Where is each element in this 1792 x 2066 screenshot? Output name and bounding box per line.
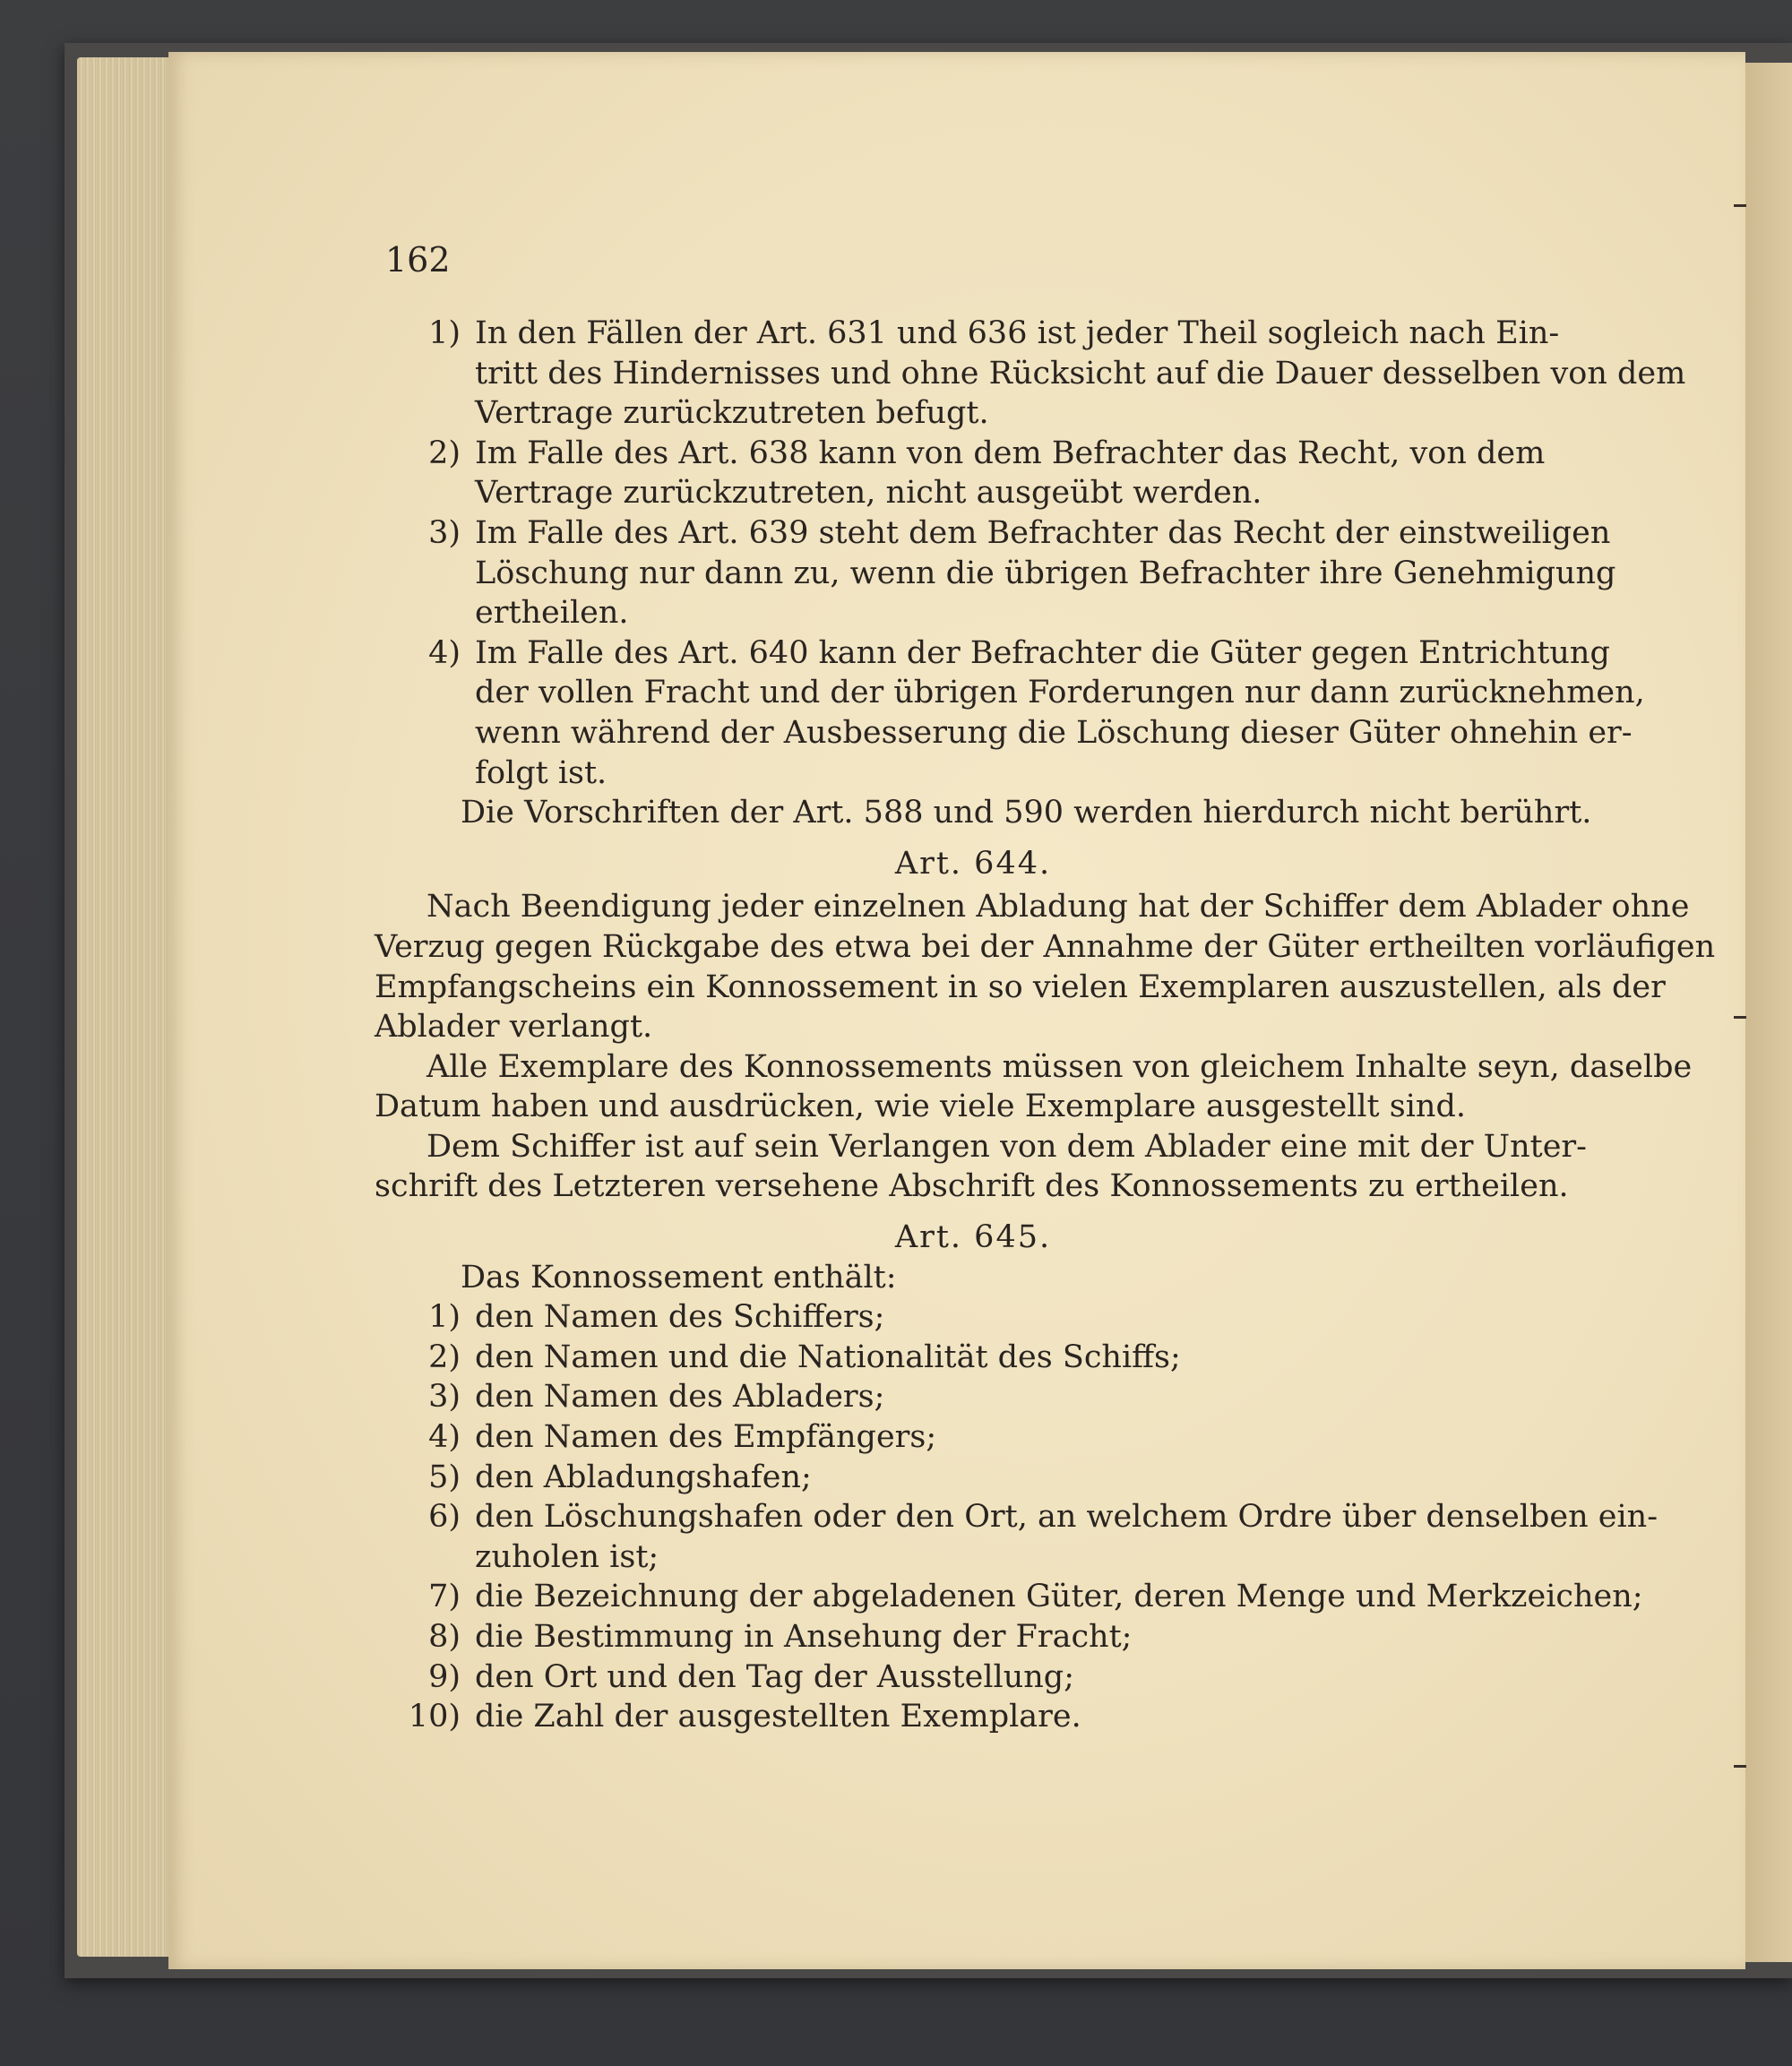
item-line: den Ort und den Tag der Ausstellung; — [475, 1658, 1074, 1695]
item-number: 3) — [428, 1379, 461, 1416]
paragraph-line: Verzug gegen Rückgabe des etwa bei der Annahme der Güter ertheilten vorläufigen — [375, 928, 1716, 965]
item-number: 8) — [428, 1619, 461, 1655]
item-line: Vertrage zurückzutreten befugt. — [475, 395, 989, 432]
item-number: 4) — [428, 634, 461, 671]
item-number: 2) — [428, 1339, 461, 1375]
paragraph-line: Ablader verlangt. — [375, 1009, 653, 1046]
page-body — [375, 314, 1716, 1737]
item-line: die Bestimmung in Ansehung der Fracht; — [475, 1619, 1133, 1655]
list-item — [375, 1458, 1572, 1498]
list-item — [375, 1338, 1572, 1378]
paragraph — [375, 1047, 1693, 1127]
list-item — [375, 513, 1616, 633]
item-number: 7) — [428, 1579, 461, 1615]
item-line: der vollen Fracht und der übrigen Forderungen nur dann zurücknehmen, — [475, 675, 1645, 711]
list-item — [375, 1497, 1658, 1577]
item-line: tritt des Hindernisses und ohne Rücksicht auf die Dauer desselben von dem — [475, 355, 1686, 392]
item-number: 1) — [428, 1299, 461, 1336]
paragraph-line: Dem Schiffer ist auf sein Verlangen von dem Ablader eine mit der Unter- — [426, 1128, 1587, 1165]
closing-paragraph: Die Vorschriften der Art. 588 und 590 werden hierdurch nicht berührt. — [461, 795, 1592, 831]
item-line: Vertrage zurückzutreten, nicht ausgeübt werden. — [475, 475, 1262, 512]
paragraph-line: Alle Exemplare des Konnossements müssen von gleichem Inhalte seyn, daselbe — [426, 1048, 1693, 1085]
paragraph — [375, 887, 1716, 1046]
item-number: 1) — [428, 315, 461, 351]
item-line: Im Falle des Art. 640 kann der Befrachter die Güter gegen Entrichtung — [475, 634, 1610, 671]
item-number: 3) — [428, 514, 461, 551]
paragraph-line: schrift des Letzteren versehene Abschrift des Konnossements zu ertheilen. — [375, 1168, 1569, 1205]
page-number: 162 — [385, 240, 451, 280]
item-line: ertheilen. — [475, 595, 629, 632]
item-number: 2) — [428, 435, 461, 471]
list-item — [375, 314, 1686, 434]
item-line: den Löschungshafen oder den Ort, an welchem Ordre über denselben ein- — [475, 1499, 1658, 1536]
item-number: 4) — [428, 1419, 461, 1456]
intro-line: Das Konnossement enthält: — [461, 1259, 897, 1296]
item-line: zuholen ist; — [475, 1538, 659, 1575]
list-item — [375, 434, 1572, 513]
list-item — [375, 1417, 1572, 1458]
list-item — [375, 1297, 1572, 1338]
item-line: die Bezeichnung der abgeladenen Güter, deren Menge und Merkzeichen; — [475, 1579, 1643, 1615]
item-number: 6) — [428, 1499, 461, 1536]
margin-mark — [1734, 1765, 1746, 1768]
item-line: Im Falle des Art. 639 steht dem Befrachter das Recht der einstweiligen — [475, 514, 1611, 551]
item-line: die Zahl der ausgestellten Exemplare. — [475, 1699, 1081, 1735]
item-line: wenn während der Ausbesserung die Löschung dieser Güter ohnehin er- — [475, 714, 1633, 751]
article-heading: Art. 645. — [894, 1219, 1052, 1256]
page-edges — [77, 57, 176, 1957]
paragraph — [375, 1127, 1587, 1207]
item-number: 9) — [428, 1658, 461, 1695]
list-item — [375, 1657, 1572, 1698]
item-line: den Namen und die Nationalität des Schiffs; — [475, 1339, 1181, 1375]
item-line: folgt ist. — [475, 754, 607, 791]
item-number: 10) — [408, 1699, 461, 1735]
item-line: den Namen des Schiffers; — [475, 1299, 885, 1336]
paragraph-line: Empfangscheins ein Konnossement in so vielen Exemplaren auszustellen, als der — [375, 968, 1666, 1005]
margin-mark — [1734, 1016, 1746, 1019]
margin-mark — [1734, 204, 1746, 207]
list-item — [375, 1617, 1572, 1657]
item-line: den Abladungshafen; — [475, 1459, 812, 1495]
item-line: Im Falle des Art. 638 kann von dem Befrachter das Recht, von dem — [475, 435, 1546, 471]
list-item — [375, 633, 1645, 793]
article-heading: Art. 644. — [894, 845, 1052, 882]
paragraph-line: Nach Beendigung jeder einzelnen Abladung hat der Schiffer dem Ablader ohne — [426, 889, 1690, 925]
item-line: In den Fällen der Art. 631 und 636 ist jeder Theil sogleich nach Ein- — [475, 315, 1560, 351]
list-item — [375, 1577, 1643, 1617]
item-line: den Namen des Abladers; — [475, 1379, 885, 1416]
item-line: Löschung nur dann zu, wenn die übrigen Befrachter ihre Genehmigung — [475, 555, 1616, 591]
paragraph-line: Datum haben und ausdrücken, wie viele Exemplare ausgestellt sind. — [375, 1089, 1466, 1125]
item-number: 5) — [428, 1459, 461, 1495]
item-line: den Namen des Empfängers; — [475, 1419, 937, 1456]
list-item — [375, 1377, 1572, 1417]
list-item — [375, 1697, 1572, 1737]
